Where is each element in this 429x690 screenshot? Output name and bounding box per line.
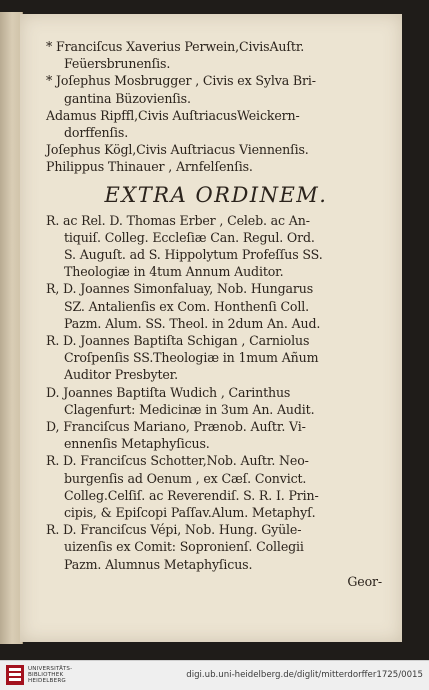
text-line: tiquiſ. Colleg. Eccleſiæ Can. Regul. Ord. [64, 229, 315, 245]
text-line: R, D. Joannes Simonfaluay, Nob. Hungarus [46, 281, 314, 297]
text-line: SZ. Antalienſis ex Com. Honthenſi Coll. [64, 298, 309, 314]
text-line: burgenſis ad Oenum , ex Cæſ. Convict. [64, 470, 307, 486]
catchword: Geor- [347, 573, 382, 589]
text-line: Theologiæ in 4tum Annum Auditor. [64, 264, 284, 280]
section-heading: EXTRA ORDINEM. [104, 182, 328, 207]
text-line: gantina Büzovienſis. [64, 90, 191, 106]
library-name-line: HEIDELBERG [28, 678, 66, 685]
text-line: R. D. Joannes Baptiſta Schigan , Carniolus [46, 333, 310, 349]
book-page [20, 14, 402, 642]
text-line: uizenſis ex Comit: Sopronienſ. Collegii [64, 539, 304, 555]
page-text [46, 38, 386, 590]
text-line: * Joſephus Mosbrugger , Civis ex Sylva Bri- [46, 73, 316, 89]
library-name-line: BIBLIOTHEK [28, 672, 64, 679]
library-name [28, 666, 72, 685]
text-line: Clagenfurt: Medicinæ in 3um An. Audit. [64, 401, 315, 417]
text-line: S. Auguſt. ad S. Hippolytum Profeſſus SS. [64, 247, 323, 263]
text-line: dorffenſis. [64, 125, 129, 141]
text-line: * Franciſcus Xaverius Perwein,CivisAuſtr. [46, 39, 305, 54]
text-line: D, Franciſcus Mariano, Prænob. Auſtr. Vi- [46, 419, 306, 435]
text-line: Feüersbrunenſis. [64, 56, 171, 72]
text-line: Colleg.Celſiſ. ac Reverendiſ. S. R. I. Prin- [64, 487, 319, 503]
text-line: Joſephus Kögl,Civis Auſtriacus Viennenſis. [46, 142, 309, 158]
text-line: R. ac Rel. D. Thomas Erber , Celeb. ac An- [46, 212, 310, 228]
text-line: Pazm. Alumnus Metaphyſicus. [64, 556, 253, 572]
text-line: Auditor Presbyter. [64, 367, 179, 383]
text-line: D. Joannes Baptiſta Wudich , Carinthus [46, 384, 291, 400]
permalink-url[interactable]: digi.ub.uni-heidelberg.de/diglit/mitterdorffer1725/0015 [186, 670, 423, 680]
viewer-footer [0, 660, 429, 690]
text-line: Adamus Ripffl,Civis AuſtriacusWeickern- [46, 107, 300, 123]
text-line: R. D. Franciſcus Vépi, Nob. Hung. Gyüle- [46, 522, 302, 538]
text-line: ennenſis Metaphyſicus. [64, 436, 210, 452]
text-line: Pazm. Alum. SS. Theol. in 2dum An. Aud. [64, 315, 321, 331]
library-name-line: UNIVERSITÄTS- [28, 666, 73, 672]
text-line: cipis, & Epiſcopi Paſſav.Alum. Metaphyſ. [64, 505, 316, 521]
text-line: R. D. Franciſcus Schotter,Nob. Auſtr. Neo- [46, 453, 309, 469]
university-library-logo-icon [6, 665, 24, 685]
text-line: Philippus Thinauer , Arnfelſenſis. [46, 159, 253, 175]
text-line: Croſpenſis SS.Theologiæ in 1mum Añum [64, 350, 319, 366]
